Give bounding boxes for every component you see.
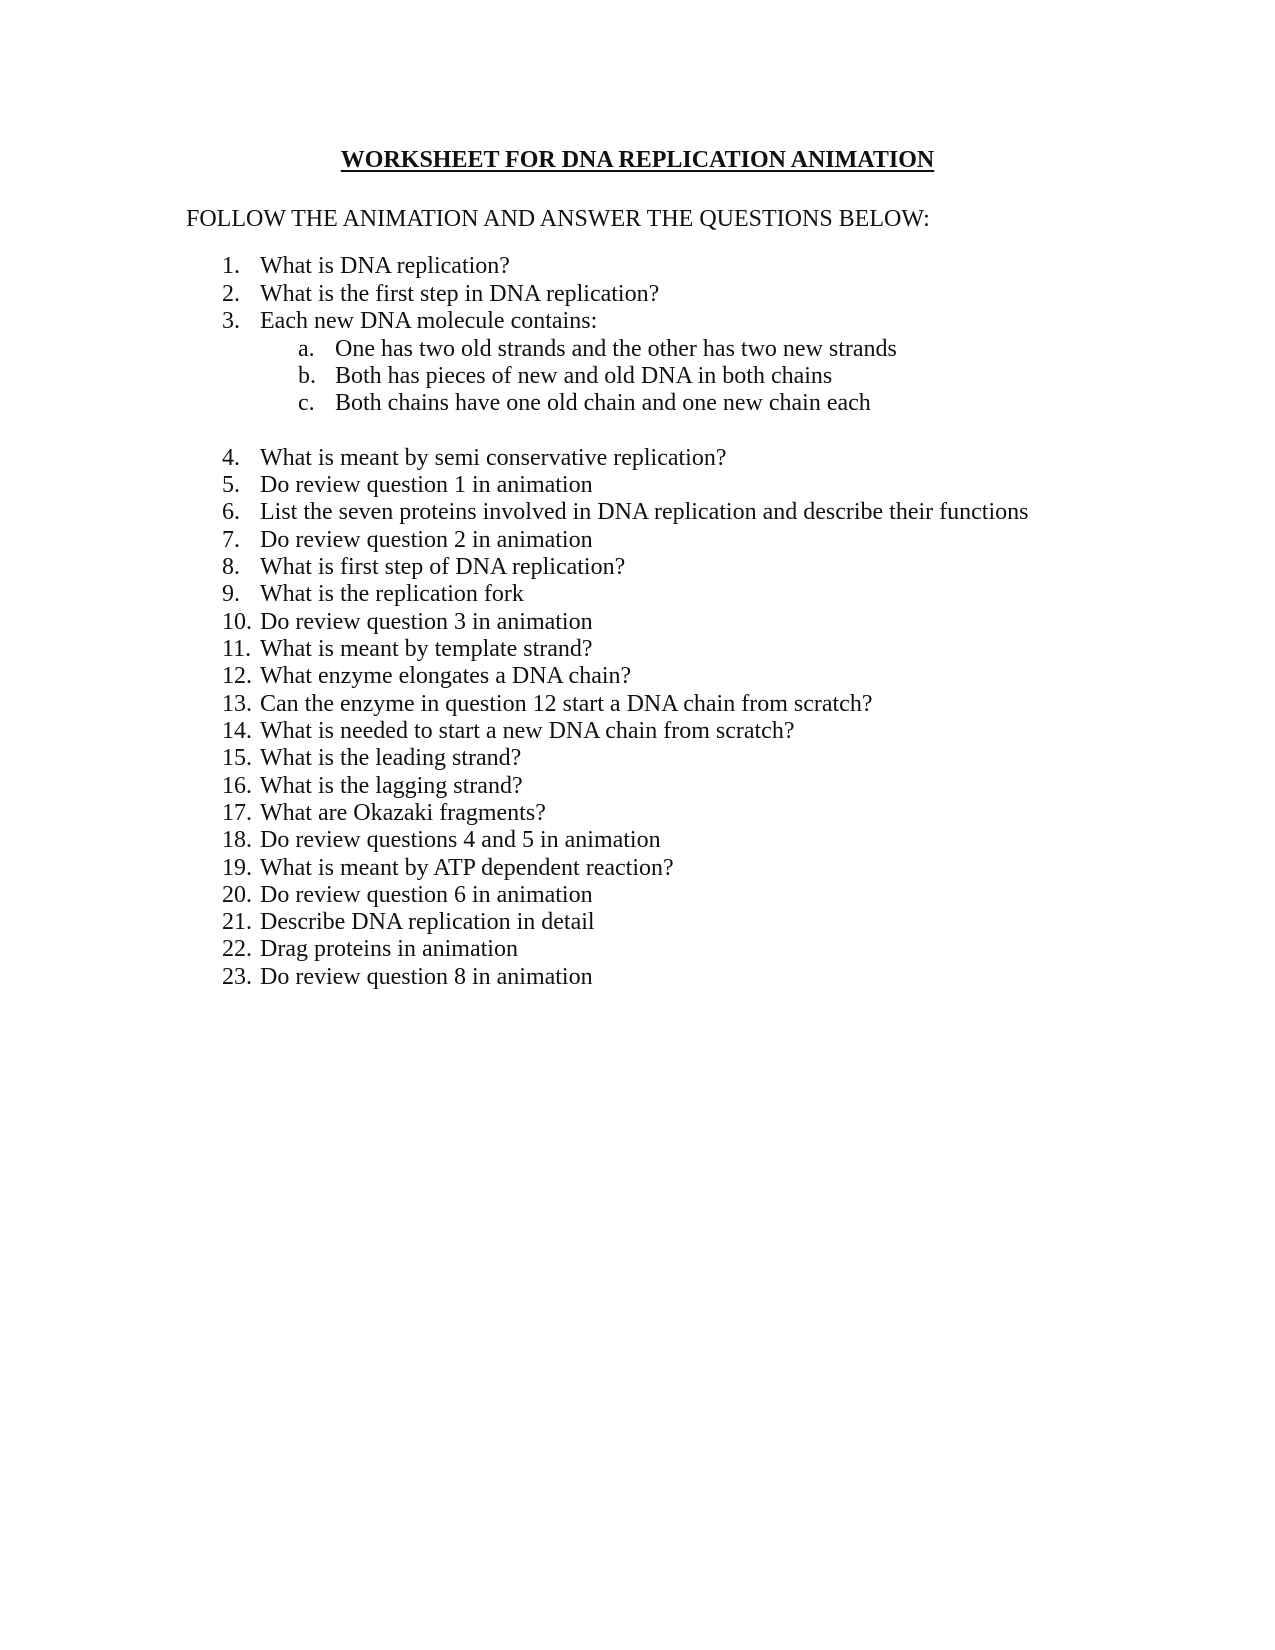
question-item — [222, 444, 727, 472]
question-number: 16. — [222, 773, 252, 799]
question-number: 7. — [222, 527, 240, 553]
question-item — [222, 662, 631, 690]
question-item — [222, 471, 593, 499]
question-number: 3. — [222, 308, 240, 334]
question-item — [222, 717, 794, 745]
question-text: Drag proteins in animation — [260, 936, 518, 962]
worksheet-title: WORKSHEET FOR DNA REPLICATION ANIMATION — [340, 147, 935, 173]
question-item — [222, 935, 518, 963]
question-number: 6. — [222, 499, 240, 525]
question-number: 22. — [222, 936, 252, 962]
question-text: What is DNA replication? — [260, 253, 510, 279]
question-item — [222, 252, 510, 280]
question-number: 18. — [222, 827, 252, 853]
question-item — [222, 799, 546, 827]
question-number: 4. — [222, 445, 240, 471]
question-item — [222, 963, 593, 991]
option-letter: a. — [298, 336, 315, 362]
question-text: Do review question 8 in animation — [260, 964, 593, 990]
question-text: Can the enzyme in question 12 start a DNA chain from scratch? — [260, 691, 873, 717]
question-text: Do review question 2 in animation — [260, 527, 593, 553]
question-number: 9. — [222, 581, 240, 607]
question-item — [222, 307, 597, 335]
question-item — [222, 772, 523, 800]
question-number: 20. — [222, 882, 252, 908]
option-item — [298, 389, 871, 417]
question-number: 14. — [222, 718, 252, 744]
question-item — [222, 854, 674, 882]
question-number: 21. — [222, 909, 252, 935]
question-text: What is the lagging strand? — [260, 773, 523, 799]
question-text: What is the leading strand? — [260, 745, 522, 771]
worksheet-instruction: FOLLOW THE ANIMATION AND ANSWER THE QUESTIONS BELOW: — [186, 206, 930, 232]
question-number: 10. — [222, 609, 252, 635]
question-text: What is meant by semi conservative replication? — [260, 445, 727, 471]
question-text: What is the first step in DNA replication? — [260, 281, 660, 307]
question-number: 19. — [222, 855, 252, 881]
question-item — [222, 690, 872, 718]
option-letter: c. — [298, 390, 315, 416]
question-text: What is meant by template strand? — [260, 636, 593, 662]
question-item — [222, 635, 593, 663]
question-text: What is the replication fork — [260, 581, 524, 607]
question-text: What is needed to start a new DNA chain from scratch? — [260, 718, 795, 744]
option-item — [298, 335, 897, 363]
question-text: What is meant by ATP dependent reaction? — [260, 855, 674, 881]
question-number: 17. — [222, 800, 252, 826]
question-item — [222, 744, 521, 772]
question-item — [222, 580, 524, 608]
question-item — [222, 280, 659, 308]
question-number: 23. — [222, 964, 252, 990]
question-text: List the seven proteins involved in DNA replication and describe their functions — [260, 499, 1029, 525]
question-number: 12. — [222, 663, 252, 689]
option-text: One has two old strands and the other has two new strands — [335, 336, 897, 362]
option-letter: b. — [298, 363, 316, 389]
option-text: Both chains have one old chain and one new chain each — [335, 390, 871, 416]
question-item — [222, 526, 593, 554]
question-number: 2. — [222, 281, 240, 307]
question-text: Do review questions 4 and 5 in animation — [260, 827, 661, 853]
question-text: What is first step of DNA replication? — [260, 554, 626, 580]
question-text: Describe DNA replication in detail — [260, 909, 595, 935]
question-number: 1. — [222, 253, 240, 279]
question-text: Do review question 6 in animation — [260, 882, 593, 908]
question-number: 5. — [222, 472, 240, 498]
question-item — [222, 826, 661, 854]
question-item — [222, 908, 595, 936]
question-item — [222, 498, 1028, 526]
question-text: What are Okazaki fragments? — [260, 800, 546, 826]
question-item — [222, 881, 593, 909]
question-number: 11. — [222, 636, 252, 662]
question-text: Do review question 1 in animation — [260, 472, 593, 498]
question-text: Each new DNA molecule contains: — [260, 308, 598, 334]
question-number: 15. — [222, 745, 252, 771]
question-item — [222, 608, 593, 636]
option-item — [298, 362, 832, 390]
question-text: What enzyme elongates a DNA chain? — [260, 663, 632, 689]
question-item — [222, 553, 625, 581]
question-text: Do review question 3 in animation — [260, 609, 593, 635]
option-text: Both has pieces of new and old DNA in both chains — [335, 363, 833, 389]
question-number: 13. — [222, 691, 252, 717]
question-number: 8. — [222, 554, 240, 580]
